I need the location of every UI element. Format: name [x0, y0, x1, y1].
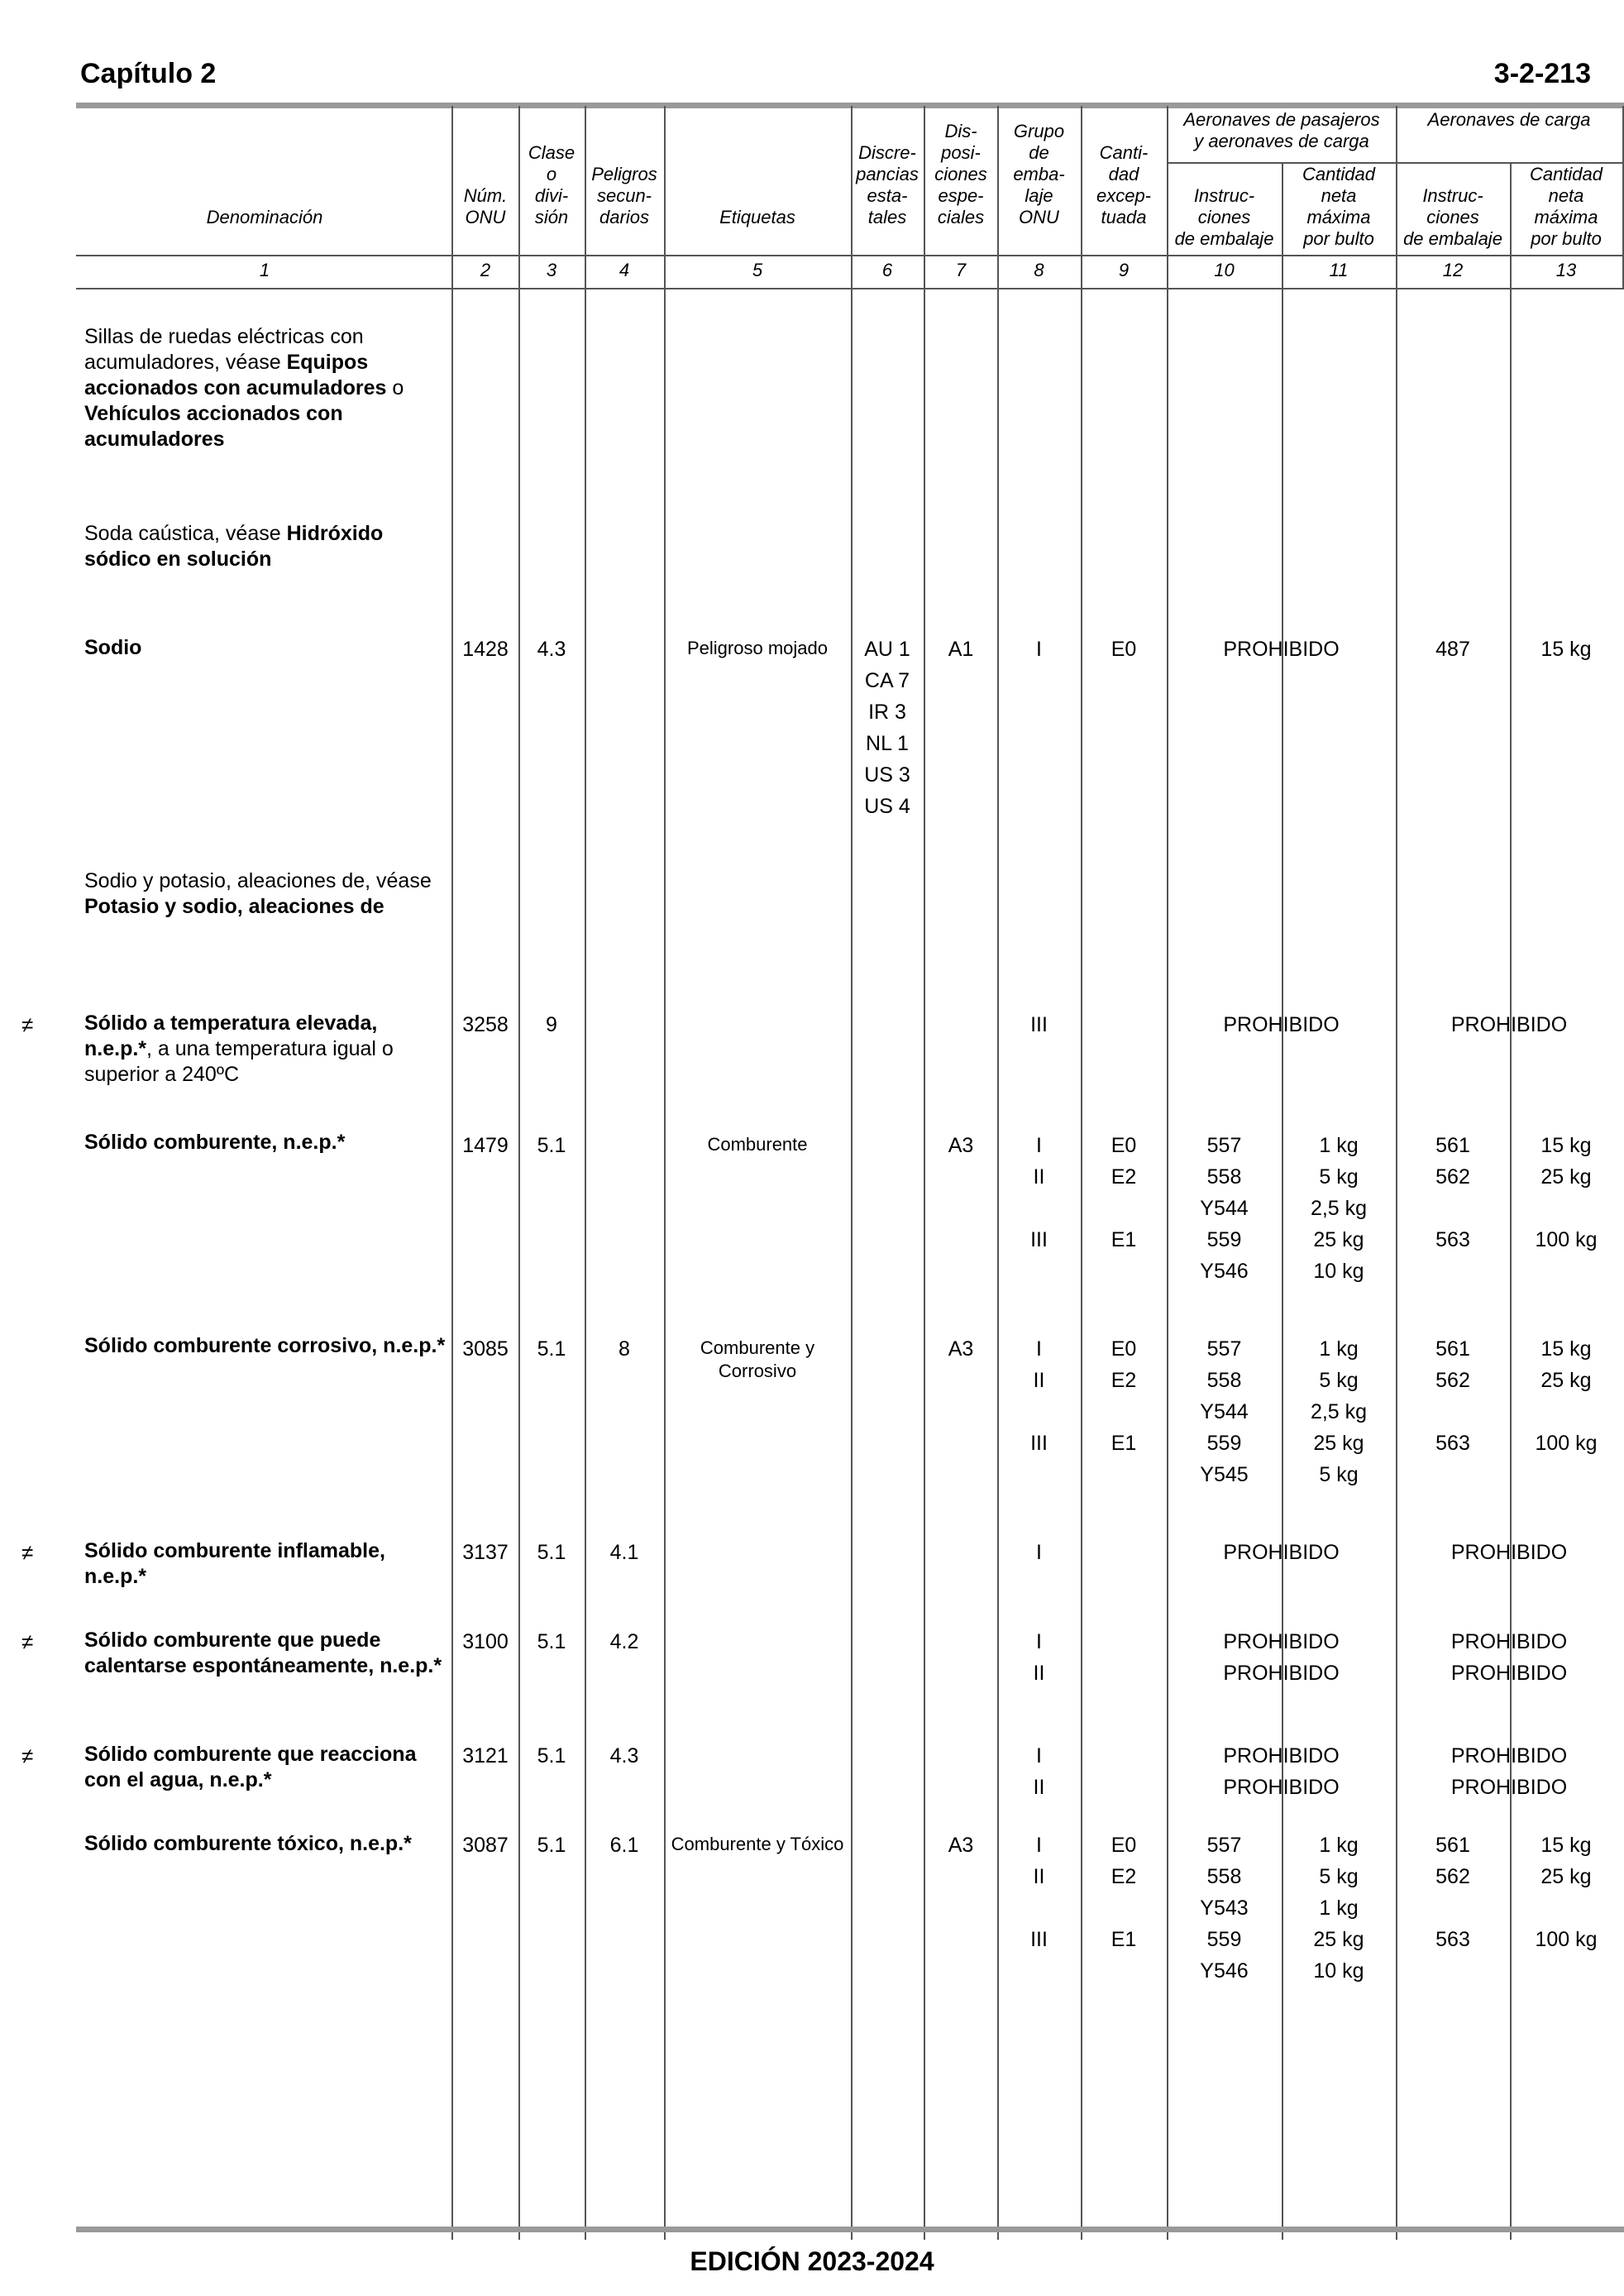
pax-packing-instruction: 557 558 Y544 559 Y545	[1200, 1337, 1249, 1486]
entry-name: Sólido a temperatura elevada, n.e.p.*, a una temperatura igual o superior a 240ºC	[84, 1012, 394, 1086]
col-group-pasajeros: Aeronaves de pasajeros y aeronaves de carga	[1183, 109, 1380, 151]
pax-prohibited: PROHIBIDO PROHIBIDO	[1223, 1630, 1340, 1685]
cargo-prohibited: PROHIBIDO PROHIBIDO	[1450, 1630, 1568, 1685]
subsidiary-hazard: 6.1	[609, 1834, 639, 1857]
col-header-discrepancias: Discre- pancias esta- tales	[856, 142, 919, 227]
cargo-packing-instruction: 561 562 563	[1435, 1134, 1470, 1251]
col-header-grupo-embalaje: Grupo de emba- laje ONU	[1013, 121, 1065, 227]
page-number: 3-2-213	[1493, 58, 1591, 89]
col-number: 13	[1555, 260, 1577, 280]
col-header-cantidad-carga: Cantidad neta máxima por bulto	[1529, 164, 1603, 249]
cargo-max-quantity: 15 kg 25 kg 100 kg	[1535, 1834, 1598, 1951]
entry-name: Sólido comburente, n.e.p.*	[84, 1131, 346, 1154]
pax-prohibited: PROHIBIDO PROHIBIDO	[1223, 1744, 1340, 1799]
cargo-prohibited: PROHIBIDO PROHIBIDO	[1450, 1744, 1568, 1799]
cargo-packing-instruction: 561 562 563	[1435, 1834, 1470, 1951]
un-number: 3100	[462, 1630, 509, 1653]
col-header-instrucciones-carga: Instruc- ciones de embalaje	[1403, 185, 1502, 249]
hazard-class: 9	[546, 1013, 557, 1036]
un-number: 3085	[462, 1337, 509, 1361]
top-rule	[76, 103, 1624, 108]
special-provisions: A3	[948, 1337, 974, 1361]
un-number: 3121	[462, 1744, 509, 1767]
col-number: 6	[881, 260, 893, 280]
subsidiary-hazard: 4.2	[609, 1630, 639, 1653]
hazard-class: 5.1	[537, 1744, 566, 1767]
packing-group: I	[1036, 638, 1042, 661]
special-provisions: A3	[948, 1834, 974, 1857]
special-provisions: A3	[948, 1134, 974, 1157]
packing-group: I II	[1033, 1630, 1045, 1685]
col-header-num-onu: Núm. ONU	[463, 185, 508, 227]
pax-packing-instruction: 557 558 Y543 559 Y546	[1200, 1834, 1249, 1983]
col-number: 7	[955, 260, 967, 280]
col-header-etiquetas: Etiquetas	[719, 207, 795, 227]
hazard-label: Comburente y Tóxico	[671, 1834, 844, 1854]
excepted-quantity: E0 E2 E1	[1111, 1834, 1137, 1951]
col-number: 9	[1118, 260, 1130, 280]
cargo-max-quantity: 15 kg	[1540, 638, 1592, 661]
hazard-class: 5.1	[537, 1630, 566, 1653]
packing-group: I II	[1033, 1744, 1045, 1799]
pax-prohibited: PROHIBIDO	[1223, 1013, 1340, 1036]
not-equal-mark: ≠	[21, 1540, 34, 1565]
pax-max-quantity: 1 kg 5 kg 2,5 kg 25 kg 10 kg	[1310, 1134, 1368, 1283]
col-header-cantidad-pax: Cantidad neta máxima por bulto	[1302, 164, 1376, 249]
not-equal-mark: ≠	[21, 1744, 34, 1768]
col-header-clase: Clase o divi- sión	[528, 142, 576, 227]
entry-name: Sólido comburente inflamable, n.e.p.*	[84, 1539, 385, 1588]
cargo-max-quantity: 15 kg 25 kg 100 kg	[1535, 1134, 1598, 1251]
cargo-max-quantity: 15 kg 25 kg 100 kg	[1535, 1337, 1598, 1455]
un-number: 3137	[462, 1541, 509, 1564]
subsidiary-hazard: 4.3	[609, 1744, 639, 1767]
col-header-disposiciones: Dis- posi- ciones espe- ciales	[934, 121, 987, 227]
cargo-packing-instruction: 487	[1435, 638, 1470, 661]
entry-name: Sólido comburente que puede calentarse espontáneamente, n.e.p.*	[84, 1629, 442, 1677]
col-number: 4	[619, 260, 630, 280]
un-number: 3087	[462, 1834, 509, 1857]
chapter-title: Capítulo 2	[80, 58, 217, 89]
col-number: 5	[752, 260, 763, 280]
col-header-peligros: Peligros secun- darios	[591, 164, 657, 227]
col-number: 1	[259, 260, 270, 280]
excepted-quantity: E0 E2 E1	[1111, 1134, 1137, 1251]
packing-group: I II III	[1030, 1834, 1048, 1951]
un-number: 1428	[462, 638, 509, 661]
pax-prohibited: PROHIBIDO	[1223, 638, 1340, 661]
not-equal-mark: ≠	[21, 1629, 34, 1654]
col-header-cantidad-exceptuada: Canti- dad excep- tuada	[1096, 142, 1152, 227]
special-provisions: A1	[948, 638, 974, 661]
col-number: 11	[1329, 260, 1349, 280]
excepted-quantity: E0	[1111, 638, 1137, 661]
hazard-class: 5.1	[537, 1337, 566, 1361]
packing-group: I	[1036, 1541, 1042, 1564]
cargo-prohibited: PROHIBIDO	[1450, 1013, 1568, 1036]
hazard-class: 4.3	[537, 638, 566, 661]
col-number: 8	[1034, 260, 1044, 280]
pax-prohibited: PROHIBIDO	[1223, 1541, 1340, 1564]
un-number: 3258	[462, 1013, 509, 1036]
hazard-label: Comburente y Corrosivo	[700, 1337, 815, 1381]
edition-footer: EDICIÓN 2023-2024	[690, 2246, 934, 2276]
cargo-packing-instruction: 561 562 563	[1435, 1337, 1470, 1455]
hazard-label: Comburente	[707, 1134, 808, 1155]
col-header-denominacion: Denominación	[206, 207, 323, 227]
entry-name: Sodio	[84, 636, 142, 659]
un-number: 1479	[462, 1134, 509, 1157]
hazard-class: 5.1	[537, 1134, 566, 1157]
subsidiary-hazard: 8	[619, 1337, 630, 1361]
packing-group: III	[1030, 1013, 1048, 1036]
col-header-instrucciones-pax: Instruc- ciones de embalaje	[1174, 185, 1274, 249]
col-number: 10	[1214, 260, 1235, 280]
col-number: 2	[480, 260, 491, 280]
hazard-label: Peligroso mojado	[687, 638, 828, 658]
col-number: 3	[546, 260, 557, 280]
cargo-prohibited: PROHIBIDO	[1450, 1541, 1568, 1564]
entry-name: Sólido comburente corrosivo, n.e.p.*	[84, 1334, 446, 1357]
pax-max-quantity: 1 kg 5 kg 2,5 kg 25 kg 5 kg	[1310, 1337, 1368, 1486]
entry-name: Sólido comburente tóxico, n.e.p.*	[84, 1832, 412, 1855]
packing-group: I II III	[1030, 1134, 1048, 1251]
hazard-class: 5.1	[537, 1834, 566, 1857]
entry-name: Sillas de ruedas eléctricas con acumuladores, véase Equipos accionados con acumuladores o Vehículos accionados con acumuladores	[84, 325, 404, 451]
col-group-carga: Aeronaves de carga	[1427, 109, 1591, 130]
not-equal-mark: ≠	[21, 1012, 34, 1037]
excepted-quantity: E0 E2 E1	[1111, 1337, 1137, 1455]
entry-name: Sodio y potasio, aleaciones de, véase Potasio y sodio, aleaciones de	[84, 869, 432, 918]
bottom-rule	[76, 2227, 1624, 2232]
col-number: 12	[1442, 260, 1464, 280]
pax-packing-instruction: 557 558 Y544 559 Y546	[1200, 1134, 1249, 1283]
subsidiary-hazard: 4.1	[609, 1541, 639, 1564]
state-variations: AU 1 CA 7 IR 3 NL 1 US 3 US 4	[864, 638, 910, 818]
entry-name: Soda caústica, véase Hidróxido sódico en solución	[84, 522, 384, 571]
packing-group: I II III	[1030, 1337, 1048, 1455]
entry-name: Sólido comburente que reacciona con el agua, n.e.p.*	[84, 1743, 417, 1791]
pax-max-quantity: 1 kg 5 kg 1 kg 25 kg 10 kg	[1313, 1834, 1364, 1983]
hazard-class: 5.1	[537, 1541, 566, 1564]
